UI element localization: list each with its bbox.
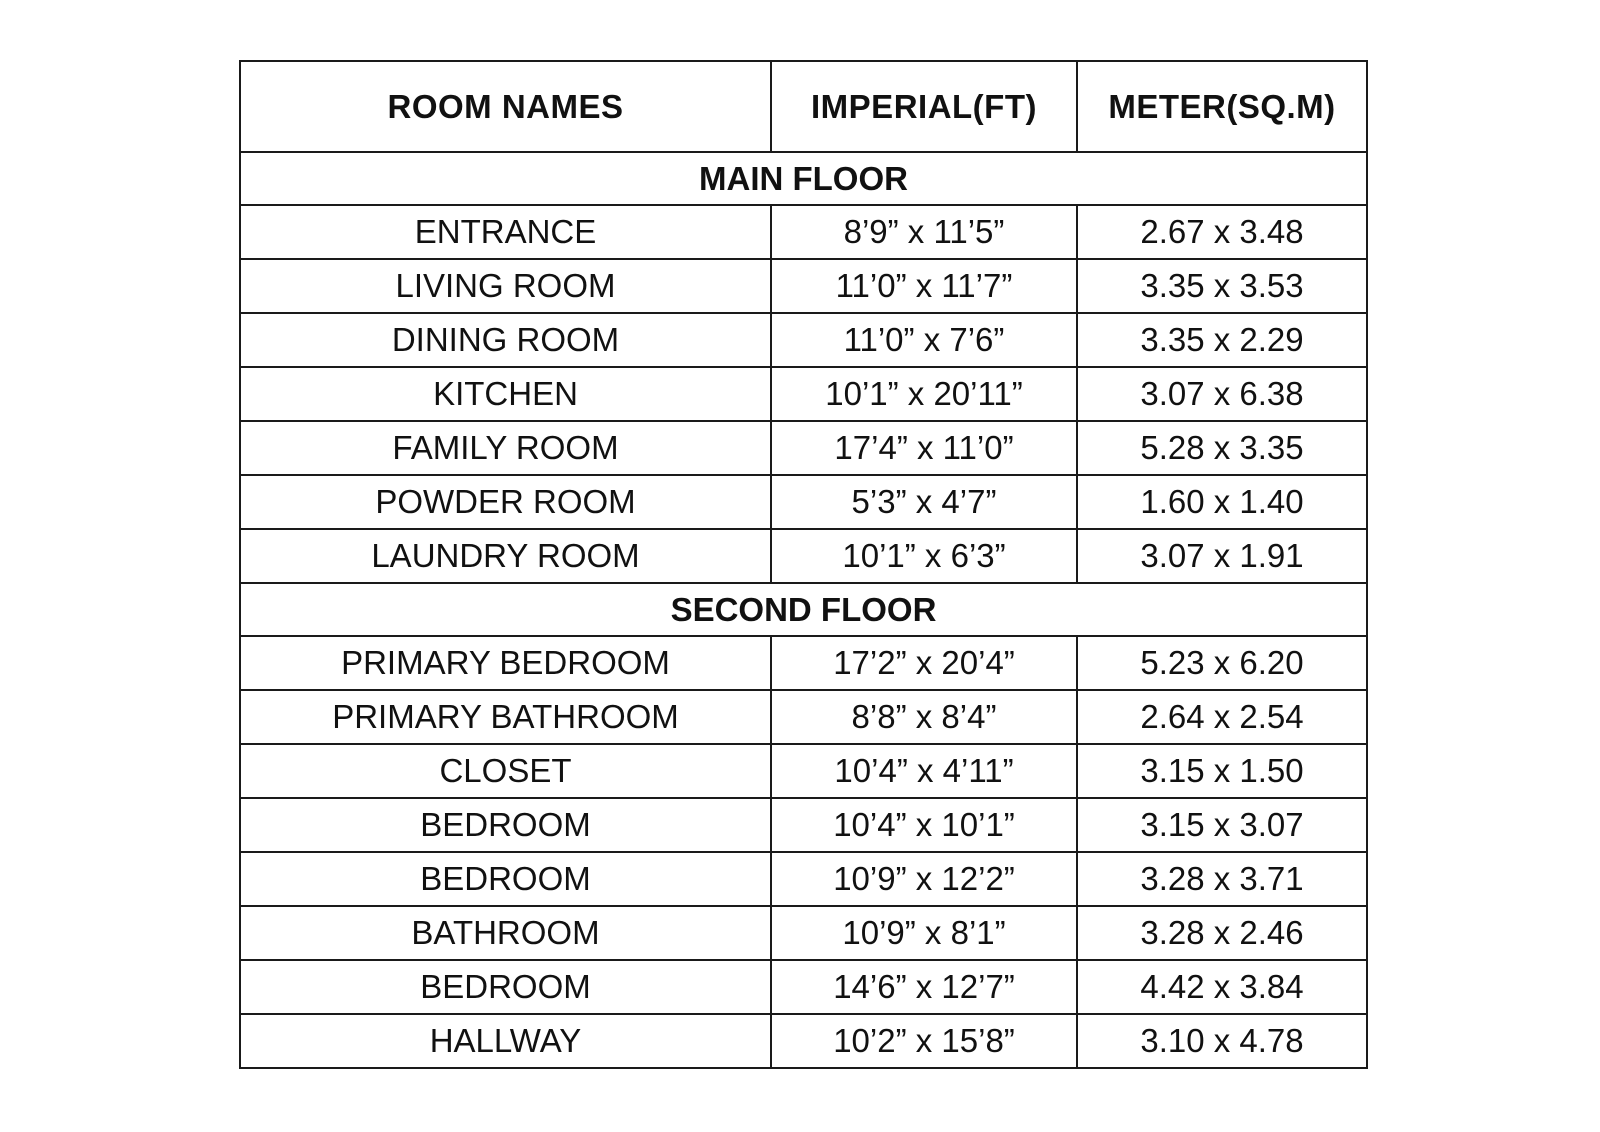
header-imperial: IMPERIAL(FT) (771, 61, 1077, 152)
room-name-cell: BEDROOM (240, 852, 771, 906)
table-row (240, 1014, 1367, 1068)
meter-cell: 3.15 x 3.07 (1077, 798, 1367, 852)
meter-cell: 3.35 x 2.29 (1077, 313, 1367, 367)
table-row (240, 529, 1367, 583)
imperial-cell: 17’4” x 11’0” (771, 421, 1077, 475)
room-name-cell: KITCHEN (240, 367, 771, 421)
table-row (240, 313, 1367, 367)
meter-cell: 3.28 x 2.46 (1077, 906, 1367, 960)
table-row (240, 906, 1367, 960)
meter-cell: 3.07 x 1.91 (1077, 529, 1367, 583)
imperial-cell: 11’0” x 7’6” (771, 313, 1077, 367)
meter-cell: 3.35 x 3.53 (1077, 259, 1367, 313)
meter-cell: 3.15 x 1.50 (1077, 744, 1367, 798)
meter-cell: 5.28 x 3.35 (1077, 421, 1367, 475)
room-name-cell: BEDROOM (240, 798, 771, 852)
room-name-cell: PRIMARY BEDROOM (240, 636, 771, 690)
table-row (240, 960, 1367, 1014)
meter-cell: 2.67 x 3.48 (1077, 205, 1367, 259)
meter-cell: 3.10 x 4.78 (1077, 1014, 1367, 1068)
table-row (240, 421, 1367, 475)
meter-cell: 1.60 x 1.40 (1077, 475, 1367, 529)
imperial-cell: 8’8” x 8’4” (771, 690, 1077, 744)
section-title: SECOND FLOOR (240, 583, 1367, 636)
imperial-cell: 10’4” x 4’11” (771, 744, 1077, 798)
table-row (240, 636, 1367, 690)
imperial-cell: 10’1” x 6’3” (771, 529, 1077, 583)
header-room-names: ROOM NAMES (240, 61, 771, 152)
imperial-cell: 5’3” x 4’7” (771, 475, 1077, 529)
meter-cell: 4.42 x 3.84 (1077, 960, 1367, 1014)
imperial-cell: 11’0” x 11’7” (771, 259, 1077, 313)
table-row (240, 852, 1367, 906)
table-row (240, 205, 1367, 259)
imperial-cell: 10’1” x 20’11” (771, 367, 1077, 421)
table-row (240, 259, 1367, 313)
imperial-cell: 14’6” x 12’7” (771, 960, 1077, 1014)
room-name-cell: LAUNDRY ROOM (240, 529, 771, 583)
table-row (240, 367, 1367, 421)
room-name-cell: DINING ROOM (240, 313, 771, 367)
room-dimensions-table (239, 60, 1368, 1069)
room-name-cell: BEDROOM (240, 960, 771, 1014)
section-row-second-floor (240, 583, 1367, 636)
room-name-cell: BATHROOM (240, 906, 771, 960)
meter-cell: 5.23 x 6.20 (1077, 636, 1367, 690)
room-name-cell: PRIMARY BATHROOM (240, 690, 771, 744)
room-name-cell: CLOSET (240, 744, 771, 798)
table-row (240, 475, 1367, 529)
imperial-cell: 10’4” x 10’1” (771, 798, 1077, 852)
header-meter: METER(SQ.M) (1077, 61, 1367, 152)
imperial-cell: 10’2” x 15’8” (771, 1014, 1077, 1068)
meter-cell: 3.28 x 3.71 (1077, 852, 1367, 906)
room-name-cell: HALLWAY (240, 1014, 771, 1068)
room-name-cell: ENTRANCE (240, 205, 771, 259)
room-name-cell: POWDER ROOM (240, 475, 771, 529)
section-title: MAIN FLOOR (240, 152, 1367, 205)
imperial-cell: 10’9” x 8’1” (771, 906, 1077, 960)
meter-cell: 3.07 x 6.38 (1077, 367, 1367, 421)
header-row (240, 61, 1367, 152)
room-name-cell: FAMILY ROOM (240, 421, 771, 475)
imperial-cell: 8’9” x 11’5” (771, 205, 1077, 259)
table-row (240, 690, 1367, 744)
section-row-main-floor (240, 152, 1367, 205)
imperial-cell: 17’2” x 20’4” (771, 636, 1077, 690)
table-row (240, 798, 1367, 852)
table-row (240, 744, 1367, 798)
meter-cell: 2.64 x 2.54 (1077, 690, 1367, 744)
imperial-cell: 10’9” x 12’2” (771, 852, 1077, 906)
room-name-cell: LIVING ROOM (240, 259, 771, 313)
